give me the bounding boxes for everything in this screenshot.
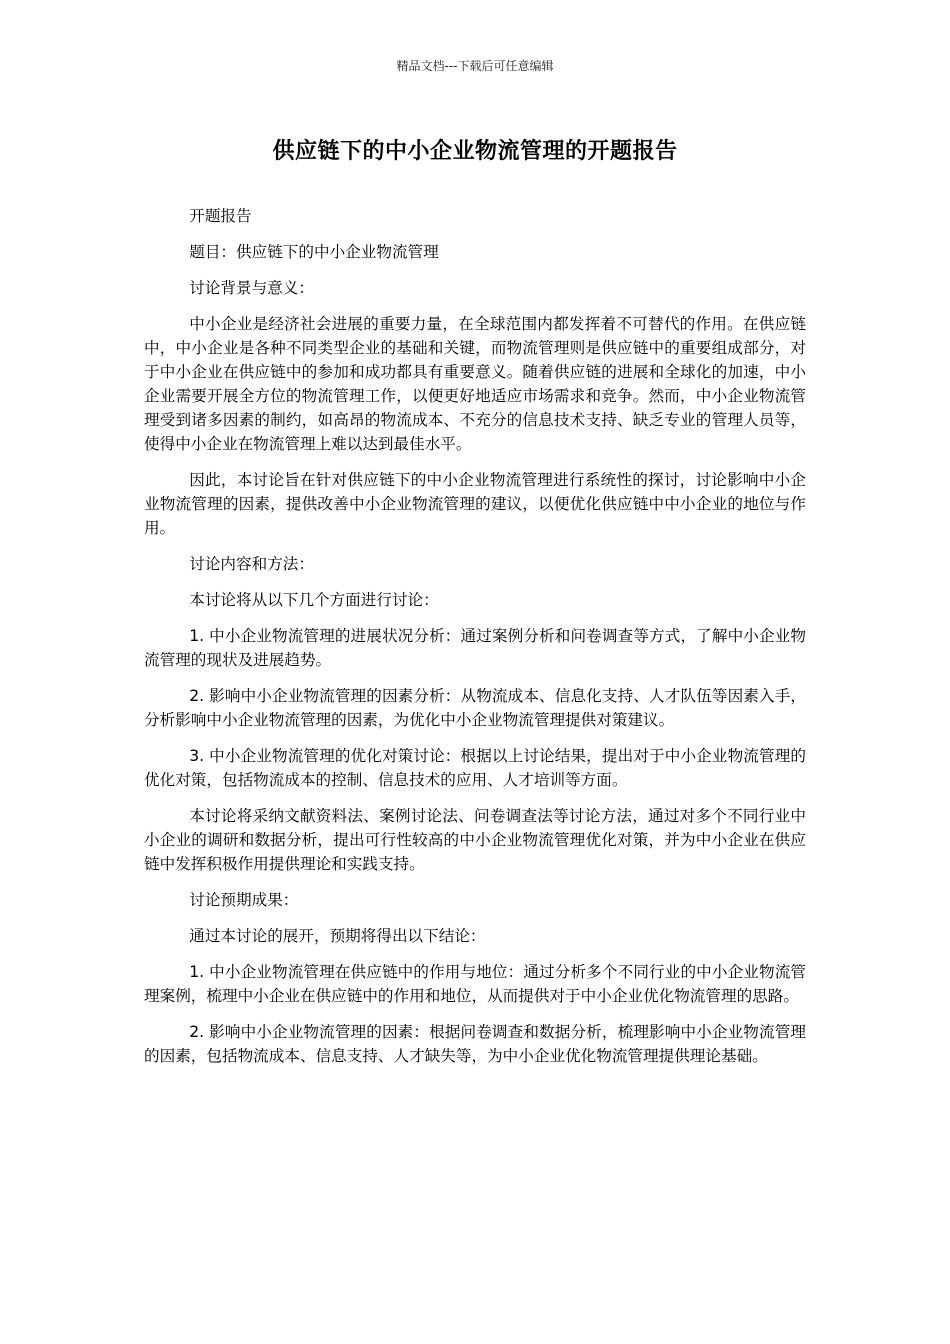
page-header-note: 精品文档---下载后可任意编辑	[396, 59, 554, 73]
paragraph: 本讨论将采纳文献资料法、案例讨论法、问卷调查法等讨论方法，通过对多个不同行业中小企业的调研和数据分析，提出可行性较高的中小企业物流管理优化对策，并为中小企业在供应链中发挥积极作用提供理论和实践支持。	[144, 807, 806, 873]
paragraph: 本讨论将从以下几个方面进行讨论：	[189, 591, 439, 609]
section-heading: 讨论内容和方法：	[189, 555, 314, 573]
paragraph: 通过本讨论的展开，预期将得出以下结论：	[189, 927, 486, 945]
list-item: 2. 影响中小企业物流管理的因素分析：从物流成本、信息化支持、人才队伍等因素入手，分析影响中小企业物流管理的因素，为优化中小企业物流管理提供对策建议。	[144, 687, 806, 729]
list-item: 2. 影响中小企业物流管理的因素：根据问卷调查和数据分析，梳理影响中小企业物流管理的因素，包括物流成本、信息支持、人才缺失等，为中小企业优化物流管理提供理论基础。	[144, 1023, 806, 1065]
section-heading: 讨论预期成果：	[189, 891, 299, 909]
list-item: 1. 中小企业物流管理的进展状况分析：通过案例分析和问卷调查等方式，了解中小企业物流管理的现状及进展趋势。	[144, 627, 806, 669]
paragraph: 题目：供应链下的中小企业物流管理	[189, 243, 439, 261]
document-title: 供应链下的中小企业物流管理的开题报告	[272, 139, 678, 164]
paragraph: 因此，本讨论旨在针对供应链下的中小企业物流管理进行系统性的探讨，讨论影响中小企业物流管理的因素，提供改善中小企业物流管理的建议，以便优化供应链中中小企业的地位与作用。	[144, 471, 806, 537]
paragraph: 开题报告	[189, 207, 252, 225]
document-body	[144, 204, 806, 1080]
list-item: 3. 中小企业物流管理的优化对策讨论：根据以上讨论结果，提出对于中小企业物流管理的优化对策，包括物流成本的控制、信息技术的应用、人才培训等方面。	[144, 747, 806, 789]
paragraph: 中小企业是经济社会进展的重要力量，在全球范围内都发挥着不可替代的作用。在供应链中，中小企业是各种不同类型企业的基础和关键，而物流管理则是供应链中的重要组成部分，对于中小企业在供应链中的参加和成功都具有重要意义。随着供应链的进展和全球化的加速，中小企业需要开展全方位的物流管理工作，以便更好地适应市场需求和竞争。然而，中小企业物流管理受到诸多因素的制约，如高昂的物流成本、不充分的信息技术支持、缺乏专业的管理人员等，使得中小企业在物流管理上难以达到最佳水平。	[144, 315, 806, 453]
section-heading: 讨论背景与意义：	[189, 279, 314, 297]
list-item: 1. 中小企业物流管理在供应链中的作用与地位：通过分析多个不同行业的中小企业物流管理案例，梳理中小企业在供应链中的作用和地位，从而提供对于中小企业优化物流管理的思路。	[144, 963, 806, 1005]
